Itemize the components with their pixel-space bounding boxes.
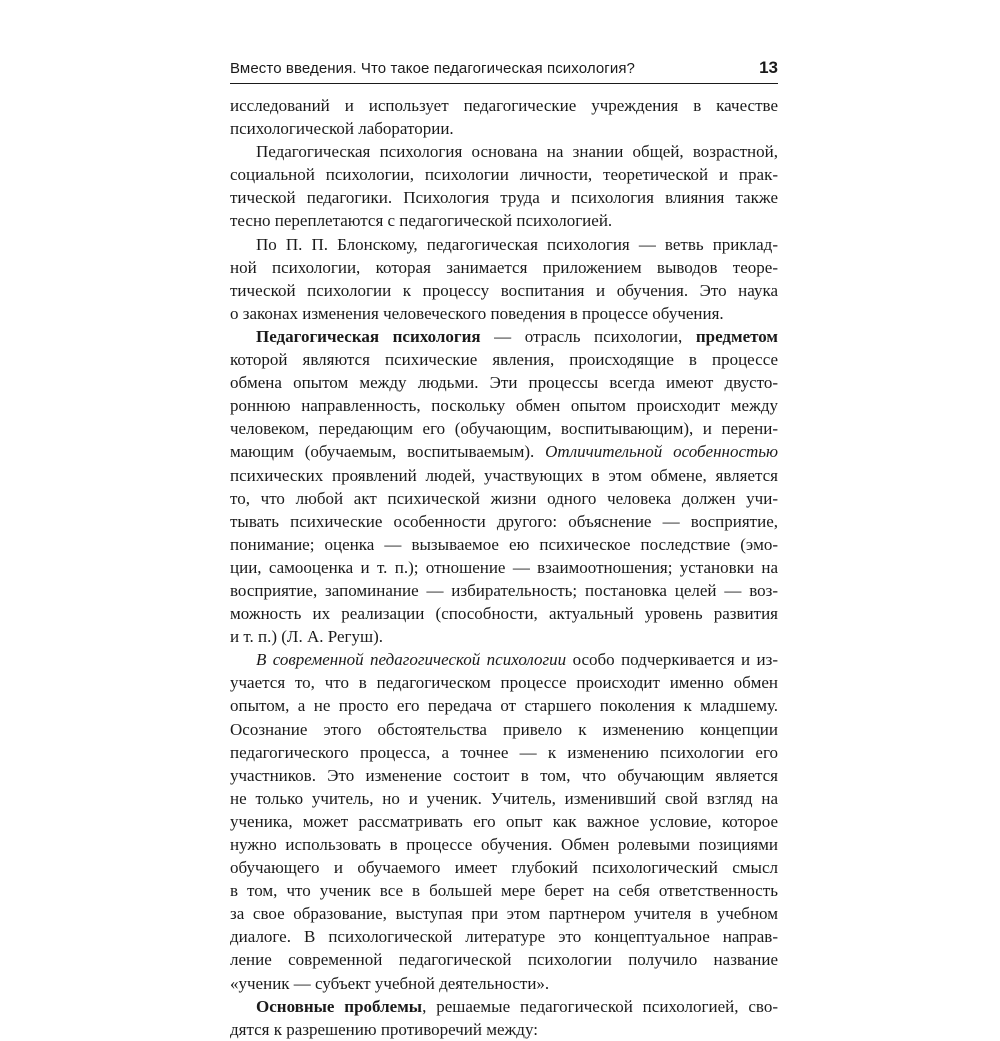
text-line — [230, 233, 778, 256]
text-line — [230, 371, 778, 394]
text-line — [230, 741, 778, 764]
text-run: в том, что ученик все в большей мере берет на себя ответственность — [230, 881, 778, 901]
text-line — [230, 902, 778, 925]
text-line — [230, 925, 778, 948]
italic-term: Отличительной особенностью — [545, 442, 778, 462]
text-run: диалоге. В психологической литературе это концептуальное направ- — [230, 927, 778, 947]
text-line — [230, 140, 778, 163]
text-run: можность их реализации (способности, актуальный уровень развития — [230, 604, 778, 624]
text-run: ции, самооценка и т. п.); отношение — взаимоотношения; установки на — [230, 557, 778, 577]
italic-term: В современной педагогической психологии — [256, 650, 567, 670]
text-line — [230, 417, 778, 440]
text-run: тывать психические особенности другого: объяснение — восприятие, — [230, 511, 778, 531]
text-line — [230, 948, 778, 971]
text-run: Педагогическая психология основана на знании общей, возрастной, — [256, 142, 778, 162]
text-line — [230, 764, 778, 787]
text-run: тесно переплетаются с педагогической психологией. — [230, 211, 613, 231]
text-line — [230, 209, 778, 232]
text-run: восприятие, запоминание — избирательность; постановка целей — воз- — [230, 580, 778, 600]
text-run: роннюю направленность, поскольку обмен опытом происходит между — [230, 396, 778, 416]
text-run: ление современной педагогической психологии получило название — [230, 950, 778, 970]
running-header-title: Вместо введения. Что такое педагогическая психология? — [230, 60, 636, 77]
text-run: , решаемые педагогической психологией, сво- — [422, 996, 778, 1016]
header-rule — [230, 83, 778, 84]
text-line — [230, 117, 778, 140]
text-line — [230, 556, 778, 579]
text-line — [230, 856, 778, 879]
text-run: психологической лаборатории. — [230, 119, 454, 139]
text-line — [230, 787, 778, 810]
text-run: участников. Это изменение состоит в том, что обучающим является — [230, 765, 778, 785]
text-line — [230, 694, 778, 717]
text-line — [230, 325, 778, 348]
text-run: о законах изменения человеческого поведения в процессе обучения. — [230, 303, 724, 323]
text-line — [230, 579, 778, 602]
text-run: ной психологии, которая занимается приложением выводов теоре- — [230, 257, 778, 277]
text-run: обучающего и обучаемого имеет глубокий психологический смысл — [230, 858, 778, 878]
text-run: — отрасль психологии, — [480, 326, 696, 346]
page-number: 13 — [759, 58, 778, 77]
bold-term: Основные проблемы — [256, 996, 423, 1016]
text-line — [230, 1018, 778, 1041]
text-run: понимание; оценка — вызываемое ею психическое последствие (эмо- — [230, 534, 778, 554]
text-run: опытом, а не просто его передача от старшего поколения к младшему. — [230, 696, 778, 716]
text-line — [230, 348, 778, 371]
text-line — [230, 625, 778, 648]
text-run: педагогического процесса, а точнее — к изменению психологии его — [230, 742, 778, 762]
text-run: психических проявлений людей, участвующих в этом обмене, является — [230, 465, 778, 485]
text-line — [230, 440, 778, 463]
text-run: мающим (обучаемым, воспитываемым). — [230, 442, 546, 462]
text-line — [230, 833, 778, 856]
text-line — [230, 302, 778, 325]
text-run: и т. п.) (Л. А. Регуш). — [230, 627, 383, 647]
text-line — [230, 972, 778, 995]
text-run: исследований и использует педагогические учреждения в качестве — [230, 96, 778, 115]
text-run: человеком, передающим его (обучающим, воспитывающим), и перени- — [230, 419, 778, 439]
body-text — [230, 94, 778, 1041]
text-line — [230, 879, 778, 902]
text-run: «ученик — субъект учебной деятельности». — [230, 973, 550, 993]
text-line — [230, 995, 778, 1018]
text-run: Осознание этого обстоятельства привело к изменению концепции — [230, 719, 778, 739]
text-line — [230, 464, 778, 487]
text-line — [230, 487, 778, 510]
text-run: тической психологии к процессу воспитания и обучения. Это наука — [230, 280, 778, 300]
text-line — [230, 810, 778, 833]
text-run: за свое образование, выступая при этом партнером учителя в учебном — [230, 904, 778, 924]
text-run: учается то, что в педагогическом процессе происходит именно обмен — [230, 673, 778, 693]
text-line — [230, 648, 778, 671]
text-run: не только учитель, но и ученик. Учитель, изменивший свой взгляд на — [230, 788, 778, 808]
text-run: социальной психологии, психологии личности, теоретической и прак- — [230, 165, 778, 185]
text-run: особо подчеркивается и из- — [566, 650, 778, 670]
bold-term: предметом — [695, 326, 778, 346]
text-line — [230, 186, 778, 209]
text-line — [230, 533, 778, 556]
text-line — [230, 94, 778, 117]
text-run: которой являются психические явления, происходящие в процессе — [230, 350, 778, 370]
text-run: дятся к разрешению противоречий между: — [230, 1019, 538, 1039]
text-run: нужно использовать в процессе обучения. Обмен ролевыми позициями — [230, 835, 778, 854]
text-run: обмена опытом между людьми. Эти процессы всегда имеют двусто- — [230, 373, 778, 393]
text-line — [230, 602, 778, 625]
text-line — [230, 279, 778, 302]
text-run: тической педагогики. Психология труда и психология влияния также — [230, 188, 778, 208]
text-run: ученика, может рассматривать его опыт как важное условие, которое — [230, 811, 778, 831]
running-header — [230, 58, 778, 82]
text-run: По П. П. Блонскому, педагогическая психология — ветвь приклад- — [256, 234, 778, 254]
bold-term: Педагогическая психология — [256, 326, 481, 346]
text-run: то, что любой акт психической жизни одного человека должен учи- — [230, 488, 778, 508]
text-line — [230, 394, 778, 417]
text-line — [230, 510, 778, 533]
text-line — [230, 718, 778, 741]
text-line — [230, 256, 778, 279]
text-line — [230, 163, 778, 186]
text-line — [230, 671, 778, 694]
